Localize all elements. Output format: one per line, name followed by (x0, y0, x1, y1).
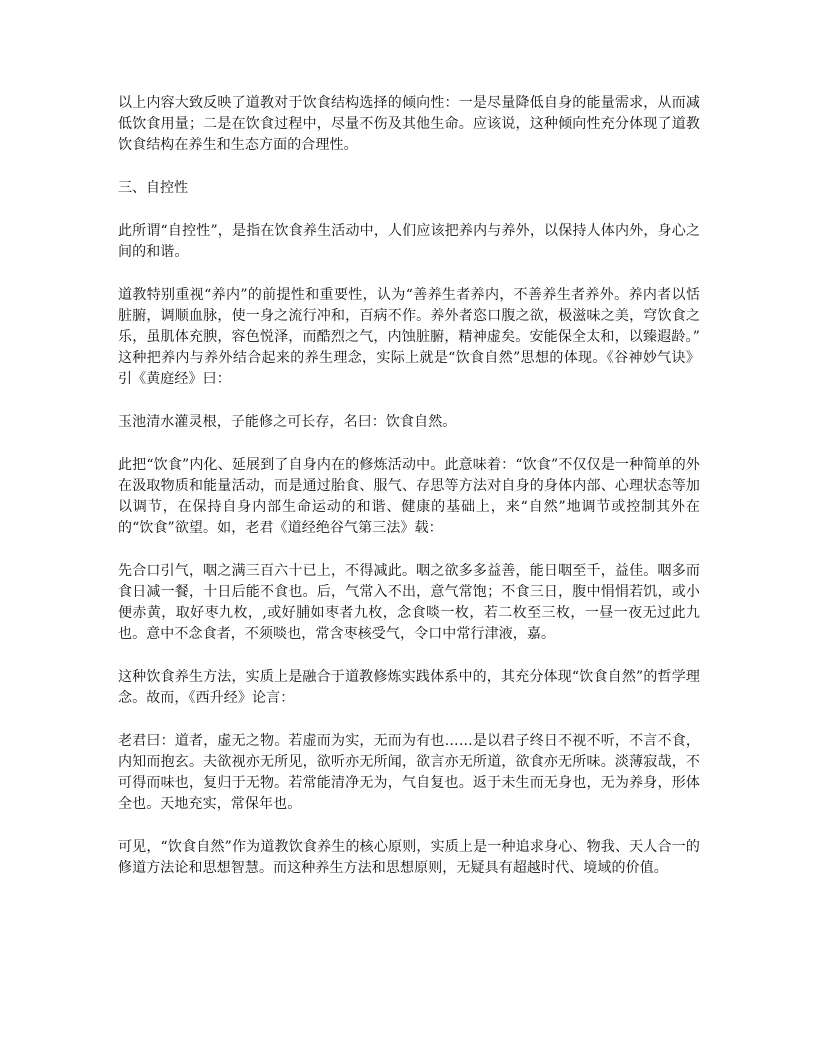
quote-xisheng-jing: 老君曰：道者，虚无之物。若虚而为实，无而为有也……是以君子终日不视不听，不言不食，内知而抱玄。夫欲视亦无所见，欲听亦无所闻，欲言亦无所道，欲食亦无所味。淡薄寂哉，不可得而味也，复归于无物。若常能清净无为，气自复也。返于未生而无身也，无为养身，形体全也。天地充实，常保年也。 (118, 733, 700, 812)
section-heading-self-control: 三、自控性 (118, 180, 188, 196)
paragraph-diet-tendency: 以上内容大致反映了道教对于饮食结构选择的倾向性：一是尽量降低自身的能量需求，从而减低饮食用量；二是在饮食过程中，尽量不伤及其他生命。应该说，这种倾向性充分体现了道教饮食结构在养生和生态方面的合理性。 (118, 95, 700, 153)
paragraph-nourish-inner: 道教特别重视“养内”的前提性和重要性，认为“善养生者养内，不善养生者养外。养内者以恬脏腑，调顺血脉，使一身之流行冲和，百病不作。养外者恣口腹之欲，极滋味之美，穹饮食之乐，虽肌体充腴，容色悦泽，而酷烈之气，内蚀脏腑，精神虚矣。安能保全太和，以臻遐龄。” 这种把养内与养外结合起来的养生理念，实际上就是“饮食自然”思想的体现。《谷神妙气诀》引《黄庭经》曰： (118, 287, 700, 387)
paragraph-practice-system: 这种饮食养生方法，实质上是融合于道教修炼实践体系中的，其充分体现“饮食自然”的哲学理念。故而，《西升经》论言： (118, 669, 700, 706)
paragraph-internalized-diet: 此把“饮食”内化、延展到了自身内在的修炼活动中。此意味着：“饮食”不仅仅是一种简单的外在汲取物质和能量活动，而是通过胎食、服气、存思等方法对自身的身体内部、心理状态等加以调节，在保持自身内部生命运动的和谐、健康的基础上，来“自然”地调节或控制其外在的“饮食”欲望。如，老君《道经绝谷气第三法》载： (118, 457, 700, 536)
quote-daojing-method: 先合口引气，咽之满三百六十已上，不得减此。咽之欲多多益善，能日咽至千，益佳。咽多而食日减一餐，十日后能不食也。后，气常入不出，意气常饱；不食三日，腹中悁悁若饥，或小便赤黄，取好枣九枚，,或好脯如枣者九枚，念食啖一枚，若二枚至三枚，一昼一夜无过此九也。意中不念食者，不须啖也，常含枣核受气，令口中常行津液，嘉。 (118, 563, 700, 642)
paragraph-conclusion: 可见，“饮食自然”作为道教饮食养生的核心原则，实质上是一种追求身心、物我、天人合一的修道方法论和思想智慧。而这种养生方法和思想原则，无疑具有超越时代、境域的价值。 (118, 839, 700, 876)
paragraph-self-control-definition: 此所谓“自控性”，是指在饮食养生活动中，人们应该把养内与养外，以保持人体内外，身心之间的和谐。 (118, 223, 700, 260)
document-page (118, 93, 700, 901)
quote-huangting-jing: 玉池清水灌灵根，子能修之可长存，名曰：饮食自然。 (118, 414, 457, 430)
